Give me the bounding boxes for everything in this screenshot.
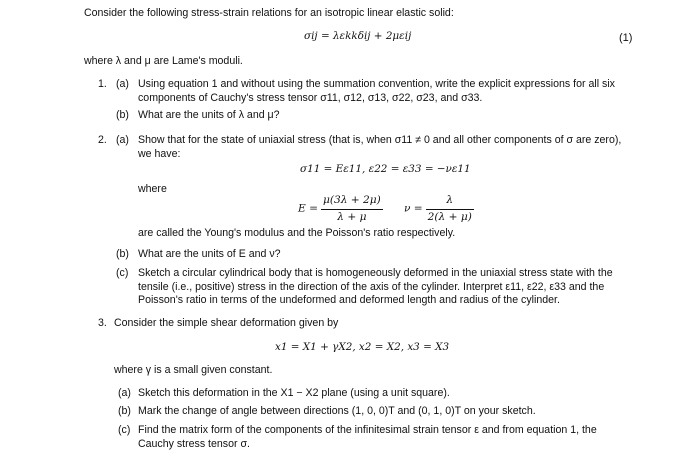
poisson-ratio-formula — [404, 194, 474, 224]
q2-where: where — [138, 183, 167, 195]
q2c-label: (c) — [116, 267, 129, 279]
q1a-label: (a) — [116, 78, 129, 90]
q2c-text: Sketch a circular cylindrical body that is homogeneously deformed in the uniaxial stress state with the tensile (i.e., positive) stress in the direction of the axis of the cylinder. Interpret ε11, ε22, ε33 and the Poisson's ratio in terms of the undeformed and deformed length and radius of the cylinder. — [138, 267, 613, 307]
q1-number: 1. — [98, 78, 107, 90]
lame-moduli-text: where λ and μ are Lame's moduli. — [84, 55, 243, 67]
nu-lhs: ν = — [404, 202, 423, 215]
E-numerator: μ(3λ + 2μ) — [321, 194, 383, 210]
q2a-text: Show that for the state of uniaxial stress (that is, when σ11 ≠ 0 and all other components of σ are zero), we have: — [138, 134, 622, 160]
q3-number: 3. — [98, 317, 107, 329]
q1b-text: What are the units of λ and μ? — [138, 109, 280, 121]
equation-1-number: (1) — [619, 32, 633, 44]
q3c-label: (c) — [118, 424, 131, 436]
nu-denominator: 2(λ + μ) — [427, 210, 472, 223]
q3a-label: (a) — [118, 387, 131, 399]
q3-where: where γ is a small given constant. — [114, 364, 273, 376]
q3b-text: Mark the change of angle between directions (1, 0, 0)T and (0, 1, 0)T on your sketch. — [138, 405, 536, 417]
young-modulus-formula — [298, 194, 383, 224]
q3c-text: Find the matrix form of the components of the infinitesimal strain tensor ε and from equation 1, the Cauchy stress tensor σ. — [138, 424, 597, 450]
intro-text: Consider the following stress-strain relations for an isotropic linear elastic solid: — [84, 7, 454, 19]
q3-text: Consider the simple shear deformation given by — [114, 317, 339, 329]
E-denominator: λ + μ — [337, 210, 367, 223]
E-fraction — [321, 194, 383, 224]
q2-called-text: are called the Young's modulus and the Poisson's ratio respectively. — [138, 227, 456, 239]
q3a-text: Sketch this deformation in the X1 − X2 plane (using a unit square). — [138, 387, 450, 399]
nu-numerator: λ — [426, 194, 474, 210]
q2-number: 2. — [98, 134, 107, 146]
E-lhs: E = — [298, 202, 318, 215]
q2b-text: What are the units of E and ν? — [138, 248, 281, 260]
q1b-label: (b) — [116, 109, 129, 121]
nu-fraction — [426, 194, 474, 224]
q2a-label: (a) — [116, 134, 129, 146]
q1a-text: Using equation 1 and without using the summation convention, write the explicit expressions for all six components of Cauchy's stress tensor σ11, σ12, σ13, σ22, σ23, and σ33. — [138, 78, 615, 104]
q3b-label: (b) — [118, 405, 131, 417]
shear-equation: x1 = X1 + γX2, x2 = X2, x3 = X3 — [275, 341, 450, 353]
equation-1: σij = λεkkδij + 2μεij — [304, 30, 412, 42]
uniaxial-equation: σ11 = Eε11, ε22 = ε33 = −νε11 — [300, 163, 471, 175]
q2b-label: (b) — [116, 248, 129, 260]
